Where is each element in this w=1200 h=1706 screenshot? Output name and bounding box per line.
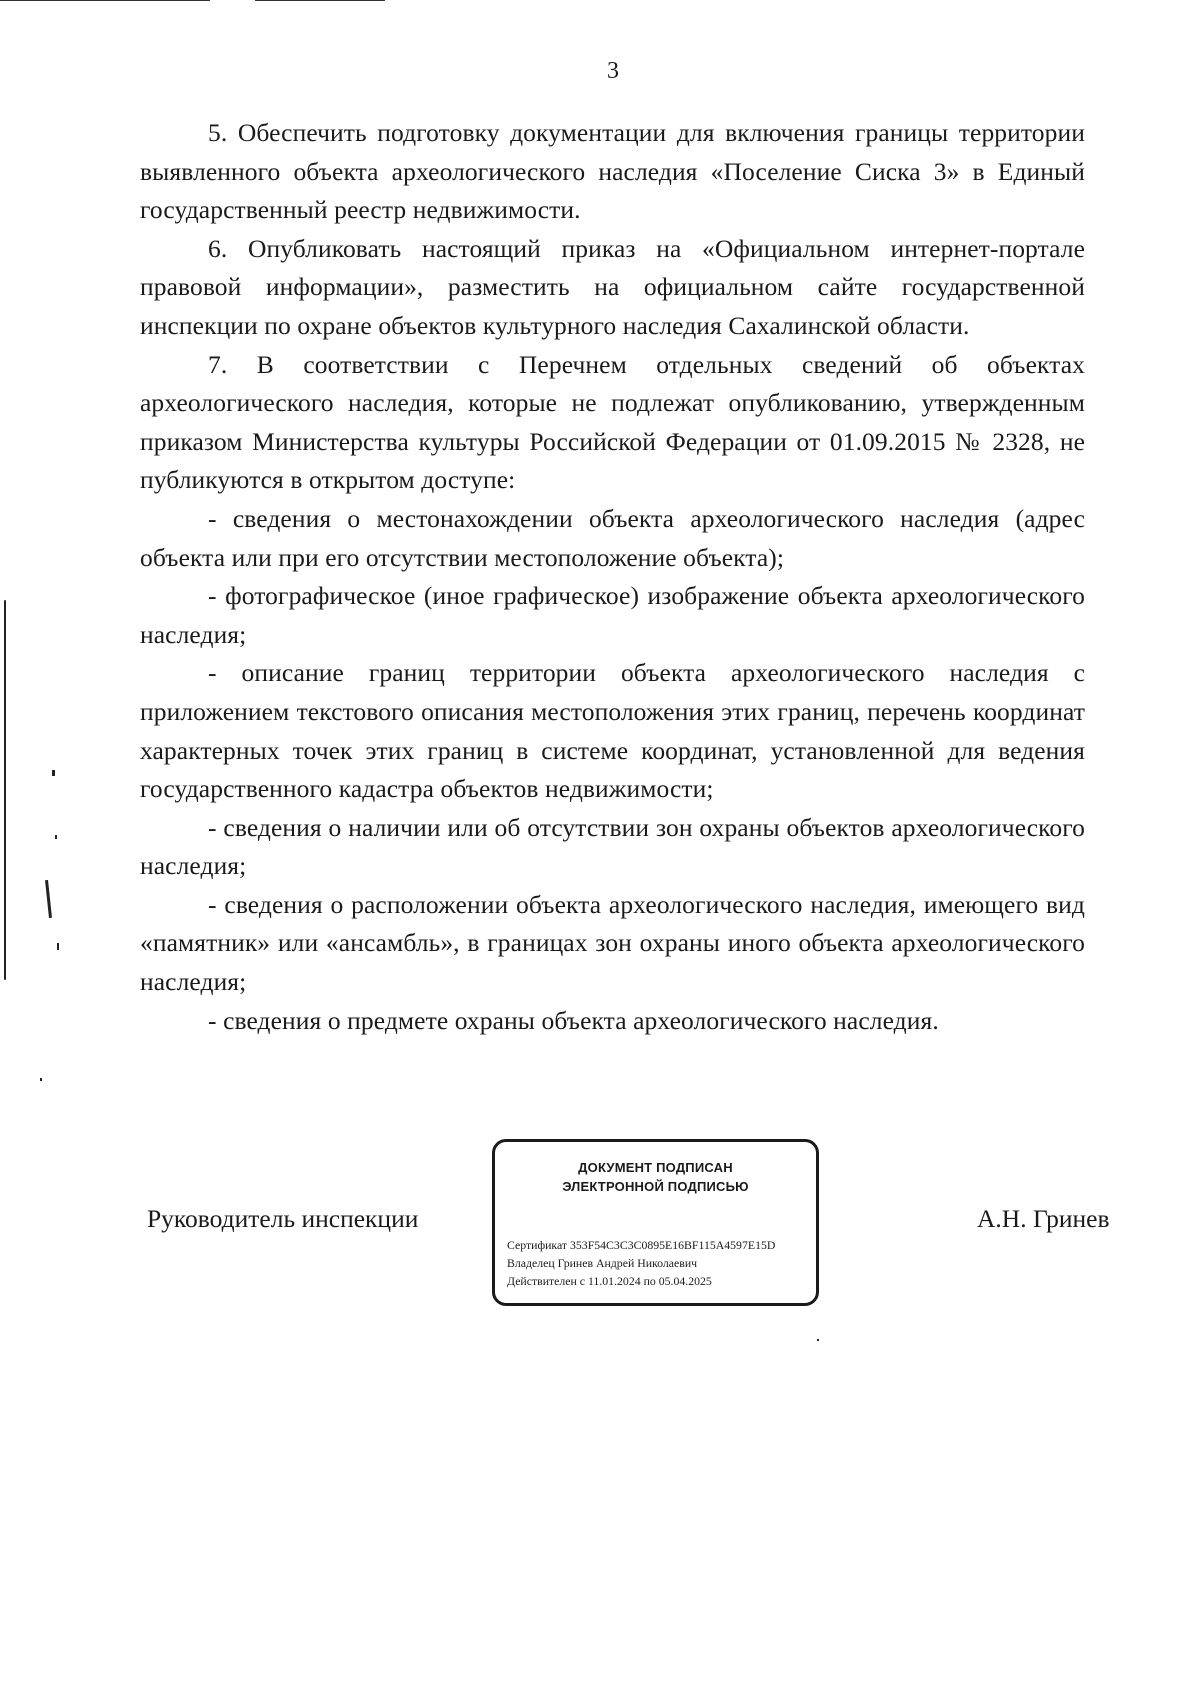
scan-edge-line <box>0 0 210 1</box>
paragraph-item-7: 7. В соответствии с Перечнем отдельных сведений об объектах археологического наследия, которые не подлежат опубликованию, утвержденным приказом Министерства культуры Российской Федерации от 01.09.2015 № 2328, не публикуются в открытом доступе: <box>140 349 1085 495</box>
scan-margin-mark <box>57 943 59 950</box>
signer-title: Руководитель инспекции <box>147 1204 419 1233</box>
signer-name: А.Н. Гринев <box>977 1204 1110 1233</box>
scan-margin-mark <box>52 770 55 776</box>
electronic-signature-stamp <box>492 1139 819 1306</box>
list-item-boundaries: - описание границ территории объекта археологического наследия с приложением текстового описания местоположения этих границ, перечень координат характерных точек этих границ в системе координат, установленной для ведения государственного кадастра объектов недвижимости; <box>140 658 1085 804</box>
stamp-heading <box>495 1158 816 1196</box>
stamp-heading-line: ДОКУМЕНТ ПОДПИСАН <box>578 1160 733 1175</box>
stamp-certificate: Сертификат 353F54C3C3C0895E16BF115A4597E15D <box>507 1238 776 1252</box>
list-item-location: - сведения о местонахождении объекта археологического наследия (адрес объекта или при его отсутствии местоположение объекта); <box>140 503 1085 572</box>
stamp-validity: Действителен с 11.01.2024 по 05.04.2025 <box>507 1274 712 1288</box>
paragraph-item-6: 6. Опубликовать настоящий приказ на «Официальном интернет-портале правовой информации», разместить на официальном сайте государственной инспекции по охране объектов культурного наследия Сахалинской области. <box>140 233 1085 340</box>
stamp-owner: Владелец Гринев Андрей Николаевич <box>507 1256 698 1270</box>
document-body <box>140 114 1085 1040</box>
list-item-monument-location: - сведения о расположении объекта археологического наследия, имеющего вид «памятник» или «ансамбль», в границах зон охраны иного объекта археологического наследия; <box>140 889 1085 997</box>
scan-margin-mark <box>817 1339 819 1341</box>
list-item-protection-subject: - сведения о предмете охраны объекта археологического наследия. <box>208 1005 939 1035</box>
scan-margin-mark <box>55 835 57 839</box>
scan-edge-line <box>255 0 385 1</box>
list-item-photo: - фотографическое (иное графическое) изображение объекта археологического наследия; <box>140 581 1085 649</box>
paragraph-item-5: 5. Обеспечить подготовку документации для включения границы территории выявленного объекта археологического наследия «Поселение Сиска 3» в Единый государственный реестр недвижимости. <box>140 118 1085 225</box>
stamp-details <box>507 1236 812 1290</box>
stamp-heading-line: ЭЛЕКТРОННОЙ ПОДПИСЬЮ <box>562 1179 749 1194</box>
scan-margin-mark <box>4 600 6 980</box>
page-number: 3 <box>607 58 619 84</box>
scan-margin-mark <box>40 1078 42 1081</box>
scan-margin-mark <box>45 880 52 918</box>
list-item-protection-zones: - сведения о наличии или об отсутствии зон охраны объектов археологического наследия; <box>140 812 1085 881</box>
